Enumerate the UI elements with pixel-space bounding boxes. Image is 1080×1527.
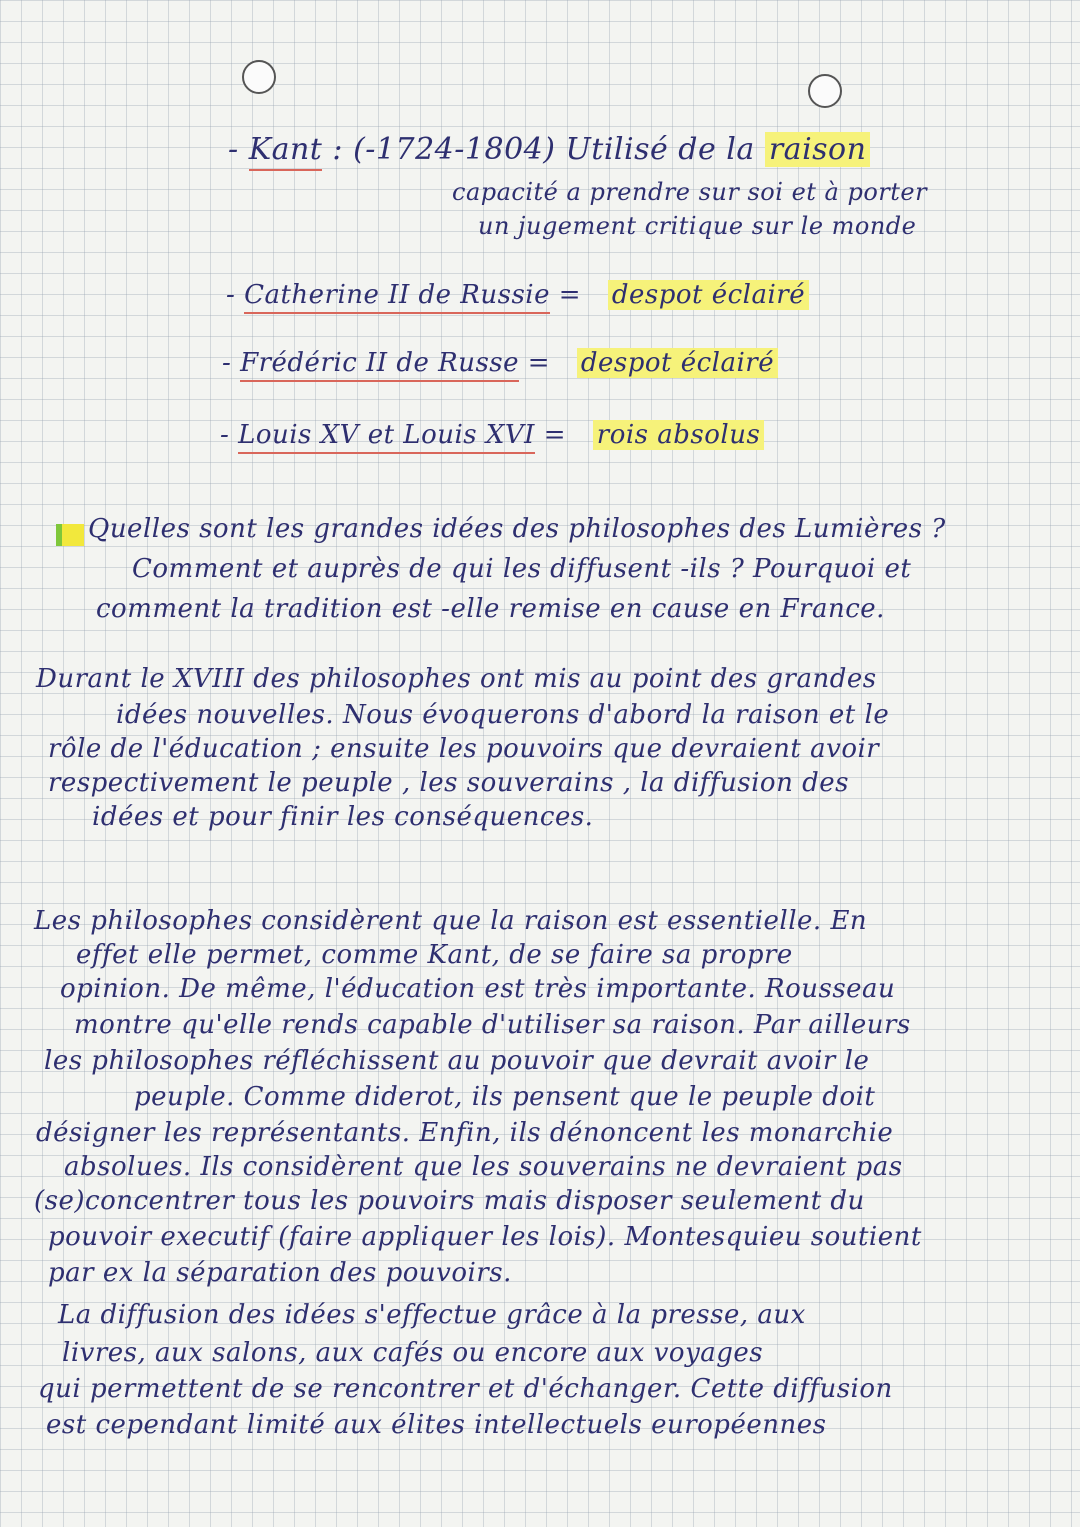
- louis-value: rois absolus: [593, 420, 765, 450]
- body-line-11: par ex la séparation des pouvoirs.: [48, 1258, 512, 1288]
- catherine-value: despot éclairé: [608, 280, 809, 310]
- frederic-line: - Frédéric II de Russe = despot éclairé: [222, 348, 778, 378]
- body-line-14: qui permettent de se rencontrer et d'échanger. Cette diffusion: [38, 1374, 893, 1404]
- body-line-12: La diffusion des idées s'effectue grâce à la presse, aux: [58, 1300, 806, 1330]
- question-line-3: comment la tradition est -elle remise en cause en France.: [96, 594, 885, 624]
- intro-line-2: idées nouvelles. Nous évoquerons d'abord la raison et le: [116, 700, 890, 730]
- body-line-1: Les philosophes considèrent que la raison est essentielle. En: [34, 906, 868, 936]
- kant-dates: : (-1724-1804): [332, 132, 556, 167]
- body-line-8: absolues. Ils considèrent que les souverains ne devraient pas: [64, 1152, 903, 1182]
- body-line-2: effet elle permet, comme Kant, de se faire sa propre: [76, 940, 793, 970]
- body-line-7: désigner les représentants. Enfin, ils dénoncent les monarchie: [36, 1118, 894, 1148]
- intro-line-1: Durant le XVIII des philosophes ont mis au point des grandes: [36, 664, 877, 694]
- body-line-10: pouvoir executif (faire appliquer les lois). Montesquieu soutient: [48, 1222, 922, 1252]
- louis-line: - Louis XV et Louis XVI = rois absolus: [220, 420, 764, 450]
- body-line-4: montre qu'elle rends capable d'utiliser sa raison. Par ailleurs: [74, 1010, 911, 1040]
- louis-name: Louis XV et Louis XVI: [238, 420, 535, 454]
- intro-line-5: idées et pour finir les conséquences.: [92, 802, 594, 832]
- kant-line-2: capacité a prendre sur soi et à porter: [452, 178, 928, 206]
- body-line-15: est cependant limité aux élites intellectuels européennes: [46, 1410, 827, 1440]
- frederic-value: despot éclairé: [577, 348, 778, 378]
- equals-sign: =: [543, 420, 567, 450]
- body-line-5: les philosophes réfléchissent au pouvoir que devrait avoir le: [44, 1046, 870, 1076]
- catherine-name: Catherine II de Russie: [244, 280, 550, 314]
- kant-text: Utilisé de la: [565, 132, 755, 167]
- binder-hole-left: [242, 60, 276, 94]
- question-line-2: Comment et auprès de qui les diffusent -ils ? Pourquoi et: [132, 554, 912, 584]
- frederic-name: Frédéric II de Russe: [240, 348, 519, 382]
- highlight-bullet-icon: [56, 524, 84, 546]
- body-line-9: (se)concentrer tous les pouvoirs mais disposer seulement du: [34, 1186, 865, 1216]
- equals-sign: =: [527, 348, 551, 378]
- body-line-13: livres, aux salons, aux cafés ou encore aux voyages: [62, 1338, 764, 1368]
- kant-highlight: raison: [765, 132, 871, 167]
- kant-line-3: un jugement critique sur le monde: [478, 212, 917, 240]
- kant-name: Kant: [249, 132, 323, 171]
- intro-line-4: respectivement le peuple , les souverains , la diffusion des: [48, 768, 849, 798]
- equals-sign: =: [558, 280, 582, 310]
- intro-line-3: rôle de l'éducation ; ensuite les pouvoirs que devraient avoir: [48, 734, 880, 764]
- question-line-1: Quelles sont les grandes idées des philosophes des Lumières ?: [88, 514, 946, 544]
- body-line-3: opinion. De même, l'éducation est très importante. Rousseau: [60, 974, 896, 1004]
- binder-hole-right: [808, 74, 842, 108]
- body-line-6: peuple. Comme diderot, ils pensent que le peuple doit: [134, 1082, 876, 1112]
- kant-line: - Kant : (-1724-1804) Utilisé de la raison: [228, 132, 870, 167]
- catherine-line: - Catherine II de Russie = despot éclairé: [226, 280, 809, 310]
